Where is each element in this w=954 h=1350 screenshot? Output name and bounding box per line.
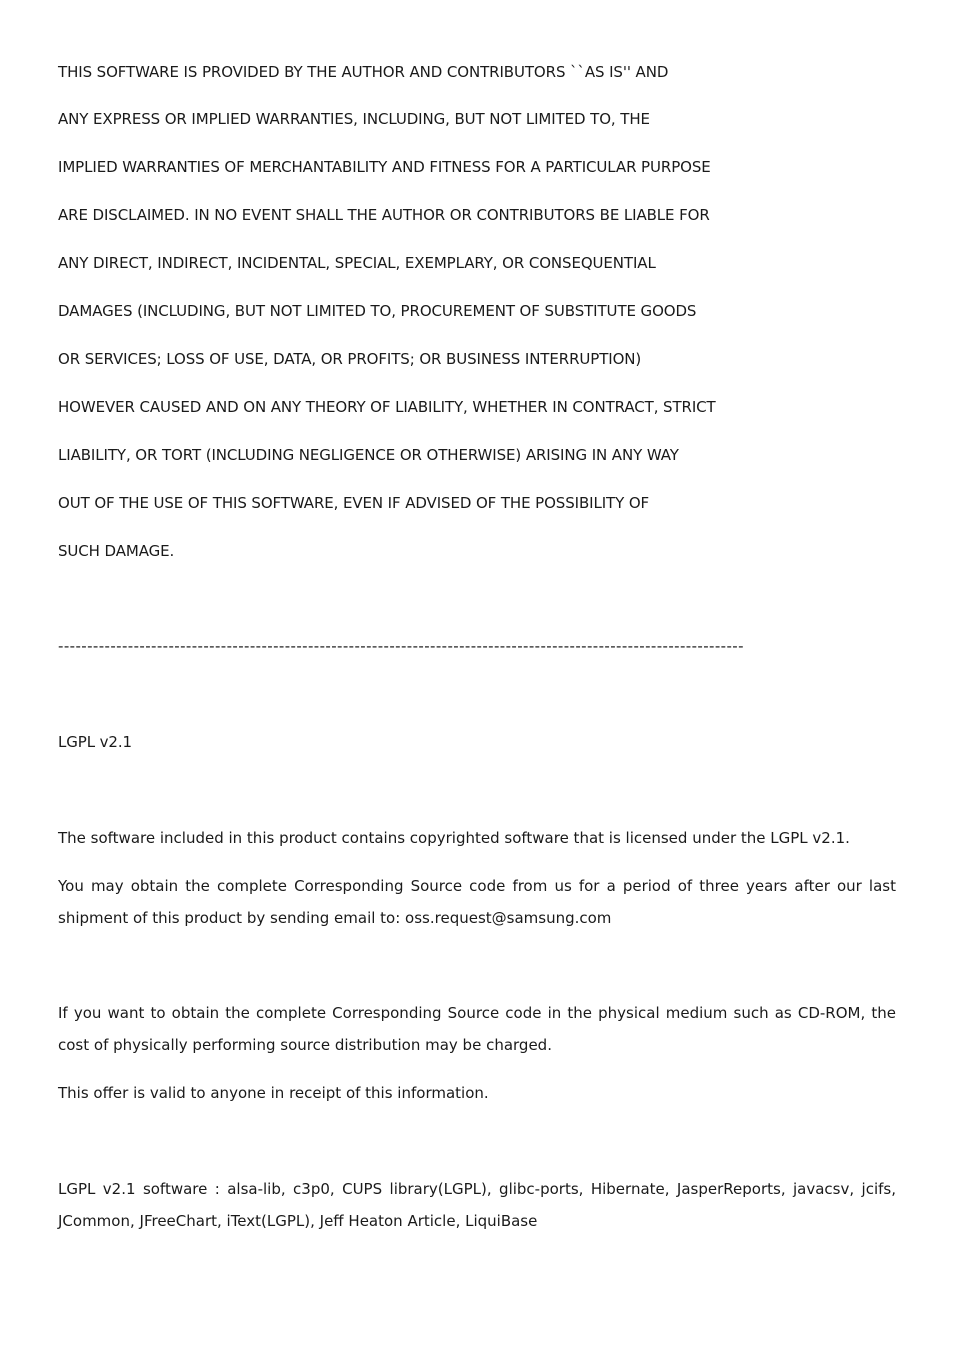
disclaimer-line: ARE DISCLAIMED. IN NO EVENT SHALL THE AUTHOR OR CONTRIBUTORS BE LIABLE FOR: [58, 206, 710, 224]
section-separator: ----------------------------------------------------------------------------------------------------------------------: [58, 637, 744, 655]
disclaimer-line: IMPLIED WARRANTIES OF MERCHANTABILITY AND FITNESS FOR A PARTICULAR PURPOSE: [58, 158, 711, 176]
disclaimer-line: HOWEVER CAUSED AND ON ANY THEORY OF LIABILITY, WHETHER IN CONTRACT, STRICT: [58, 398, 716, 416]
lgpl-physical-medium: If you want to obtain the complete Corresponding Source code in the physical medium such as CD-ROM, the cost of physically performing source distribution may be charged.: [58, 1004, 896, 1054]
disclaimer-line: SUCH DAMAGE.: [58, 542, 175, 560]
license-document: [58, 0, 896, 1350]
disclaimer-line: ANY EXPRESS OR IMPLIED WARRANTIES, INCLUDING, BUT NOT LIMITED TO, THE: [58, 110, 650, 128]
disclaimer-line: THIS SOFTWARE IS PROVIDED BY THE AUTHOR AND CONTRIBUTORS ``AS IS'' AND: [58, 63, 669, 81]
disclaimer-line: DAMAGES (INCLUDING, BUT NOT LIMITED TO, PROCUREMENT OF SUBSTITUTE GOODS: [58, 302, 697, 320]
disclaimer-line: OR SERVICES; LOSS OF USE, DATA, OR PROFITS; OR BUSINESS INTERRUPTION): [58, 350, 642, 368]
disclaimer-line: OUT OF THE USE OF THIS SOFTWARE, EVEN IF ADVISED OF THE POSSIBILITY OF: [58, 494, 650, 512]
disclaimer-line: LIABILITY, OR TORT (INCLUDING NEGLIGENCE OR OTHERWISE) ARISING IN ANY WAY: [58, 446, 679, 464]
lgpl-intro: The software included in this product contains copyrighted software that is licensed under the LGPL v2.1.: [58, 829, 850, 847]
lgpl-offer: This offer is valid to anyone in receipt of this information.: [58, 1084, 489, 1102]
lgpl-software-list: LGPL v2.1 software : alsa-lib, c3p0, CUPS library(LGPL), glibc-ports, Hibernate, JasperReports, javacsv, jcifs, JCommon, JFreeChart, iText(LGPL), Jeff Heaton Article, LiquiBase: [58, 1180, 896, 1230]
lgpl-heading: LGPL v2.1: [58, 733, 132, 751]
lgpl-obtain-source: You may obtain the complete Corresponding Source code from us for a period of three years after our last shipment of this product by sending email to: oss.request@samsung.com: [58, 877, 896, 927]
disclaimer-line: ANY DIRECT, INDIRECT, INCIDENTAL, SPECIAL, EXEMPLARY, OR CONSEQUENTIAL: [58, 254, 656, 272]
